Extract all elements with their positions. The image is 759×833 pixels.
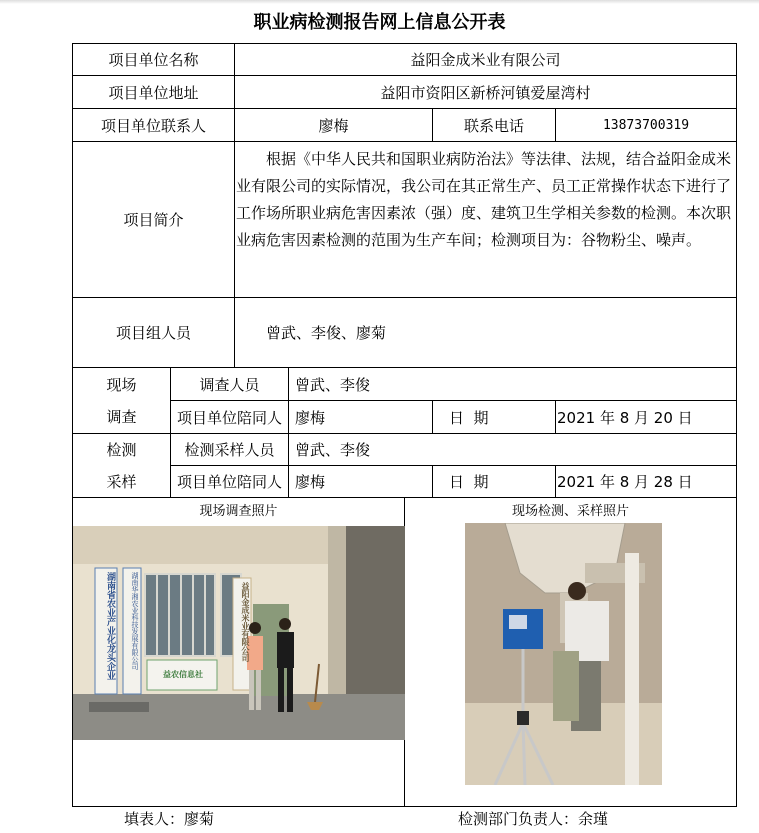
unit-address-value: 益阳市资阳区新桥河镇爱屋湾村 bbox=[380, 83, 591, 102]
sampling-label-2: 采样 bbox=[106, 472, 137, 491]
survey-date: 2021 年 8 月 20 日 bbox=[557, 408, 693, 427]
investigators: 曾武、李俊 bbox=[295, 375, 371, 394]
survey-escort-label: 项目单位陪同人 bbox=[176, 408, 282, 427]
sampling-photo bbox=[465, 523, 662, 785]
sign-right: 益阳金成米业有限公司 bbox=[241, 582, 250, 662]
unit-address-label: 项目单位地址 bbox=[108, 83, 199, 102]
survey-label-1: 现场 bbox=[106, 375, 137, 394]
survey-label-2: 调查 bbox=[106, 408, 137, 426]
team-label: 项目组人员 bbox=[115, 324, 191, 342]
survey-photo-caption: 现场调查照片 bbox=[199, 504, 278, 519]
department-head-signature: 检测部门负责人：余瑾 bbox=[458, 810, 609, 828]
sampling-escort-label: 项目单位陪同人 bbox=[176, 473, 282, 491]
page-title: 职业病检测报告网上信息公开表 bbox=[253, 12, 506, 33]
contact-value: 廖梅 bbox=[318, 116, 349, 135]
sampling-date-label: 日 期 bbox=[449, 473, 489, 491]
sign-brand: 益农信息社 bbox=[163, 670, 203, 679]
top-edge bbox=[0, 0, 759, 4]
team-value: 曾武、李俊、廖菊 bbox=[266, 324, 387, 342]
contact-label: 项目单位联系人 bbox=[100, 116, 206, 135]
sampling-photo-caption: 现场检测、采样照片 bbox=[511, 504, 629, 519]
survey-escort: 廖梅 bbox=[295, 408, 326, 427]
intro-label: 项目简介 bbox=[123, 211, 184, 229]
samplers: 曾武、李俊 bbox=[295, 441, 371, 459]
unit-name-value: 益阳金成米业有限公司 bbox=[410, 51, 561, 69]
sampling-escort: 廖梅 bbox=[295, 473, 326, 491]
sampling-label-1: 检测 bbox=[106, 441, 137, 459]
investigator-label: 调查人员 bbox=[199, 375, 260, 394]
survey-photo bbox=[73, 526, 405, 740]
unit-name-label: 项目单位名称 bbox=[108, 51, 199, 69]
survey-date-label: 日 期 bbox=[449, 408, 489, 427]
sampler-label: 检测采样人员 bbox=[184, 441, 275, 459]
sign-left: 湖南省农业产业化龙头企业 bbox=[105, 572, 115, 680]
phone-value: 13873700319 bbox=[602, 117, 690, 133]
filler-signature: 填表人：廖菊 bbox=[124, 810, 215, 828]
sampling-date: 2021 年 8 月 28 日 bbox=[557, 473, 693, 491]
phone-label: 联系电话 bbox=[463, 116, 524, 135]
sign-mid: 湖南华湘农业科技发展有限公司 bbox=[131, 572, 139, 670]
intro-text: 根据《中华人民共和国职业病防治法》等法律、法规，结合益阳金成米业有限公司的实际情况，我公司在其正常生产、员工正常操作状态下进行了工作场所职业病危害因素浓（强）度、建筑卫生学相关参数的检测。本次职业病危害因素检测的范围为生产车间；检测项目为：谷物粉尘、噪声。 bbox=[236, 150, 732, 249]
